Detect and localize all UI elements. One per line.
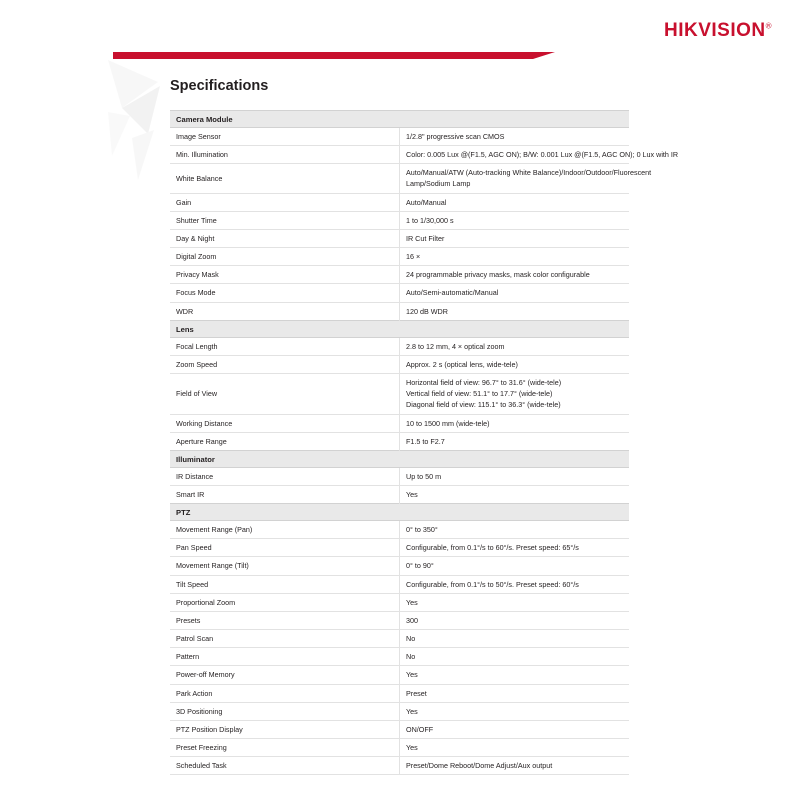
hikvision-logo	[664, 20, 772, 42]
spec-value-line: Auto/Manual	[406, 197, 447, 207]
spec-value-line: 24 programmable privacy masks, mask color configurable	[406, 270, 590, 280]
spec-key: Gain	[170, 193, 400, 211]
spec-value	[400, 374, 630, 414]
table-row	[170, 521, 629, 539]
spec-value-line: Yes	[406, 489, 418, 499]
spec-value	[400, 648, 630, 666]
spec-key: Movement Range (Tilt)	[170, 557, 400, 575]
table-row	[170, 485, 629, 503]
spec-value	[400, 302, 630, 320]
spec-key: Day & Night	[170, 229, 400, 247]
spec-value	[400, 611, 630, 629]
spec-key: Preset Freezing	[170, 739, 400, 757]
spec-key: White Balance	[170, 164, 400, 193]
spec-value-line: Configurable, from 0.1°/s to 60°/s. Preset speed: 65°/s	[406, 543, 579, 553]
registered-mark: ®	[765, 21, 772, 31]
spec-key: Aperture Range	[170, 432, 400, 450]
spec-key: Privacy Mask	[170, 266, 400, 284]
table-row	[170, 611, 629, 629]
table-row	[170, 211, 629, 229]
table-row	[170, 630, 629, 648]
spec-value-line: No	[406, 652, 416, 662]
table-row	[170, 467, 629, 485]
spec-key: Image Sensor	[170, 128, 400, 146]
spec-value	[400, 128, 630, 146]
section-title: PTZ	[170, 504, 629, 521]
spec-value	[400, 485, 630, 503]
spec-value-line: Lamp/Sodium Lamp	[406, 179, 471, 189]
spec-key: Digital Zoom	[170, 248, 400, 266]
table-row	[170, 337, 629, 355]
spec-value-line: Up to 50 m	[406, 471, 442, 481]
table-row	[170, 414, 629, 432]
spec-key: Park Action	[170, 684, 400, 702]
section-header-row	[170, 450, 629, 467]
table-row	[170, 164, 629, 193]
section-title: Illuminator	[170, 450, 629, 467]
spec-key: Power-off Memory	[170, 666, 400, 684]
brand-text: HIKVISION	[663, 20, 766, 41]
spec-key: Focal Length	[170, 337, 400, 355]
spec-value	[400, 432, 630, 450]
table-row	[170, 557, 629, 575]
spec-value-line: Yes	[406, 743, 418, 752]
spec-value-line: No	[406, 634, 416, 644]
spec-value-line: IR Cut Filter	[406, 233, 445, 243]
spec-key: Movement Range (Pan)	[170, 521, 400, 539]
section-title: Camera Module	[170, 111, 629, 128]
spec-key: Proportional Zoom	[170, 593, 400, 611]
spec-value-line: 16 ×	[406, 252, 421, 262]
spec-value	[400, 757, 630, 775]
spec-value	[400, 229, 630, 247]
table-row	[170, 702, 629, 720]
spec-value-line: Approx. 2 s (optical lens, wide-tele)	[406, 359, 518, 369]
spec-key: PTZ Position Display	[170, 720, 400, 738]
spec-value-line: Configurable, from 0.1°/s to 50°/s. Preset speed: 60°/s	[406, 579, 579, 589]
header-red-bar-taper	[533, 52, 555, 59]
spec-value	[400, 593, 630, 611]
table-row	[170, 666, 629, 684]
spec-value-line: Auto/Semi-automatic/Manual	[406, 288, 499, 298]
table-row	[170, 248, 629, 266]
spec-value-line: Preset	[406, 688, 427, 698]
spec-key: Field of View	[170, 374, 400, 414]
table-row	[170, 757, 629, 775]
spec-value-line: F1.5 to F2.7	[406, 436, 445, 446]
specifications-table	[170, 110, 679, 775]
spec-key: Zoom Speed	[170, 355, 400, 373]
spec-value	[400, 539, 630, 557]
spec-key: Min. Illumination	[170, 146, 400, 164]
section-header-row	[170, 111, 629, 128]
spec-value-line: Horizontal field of view: 96.7° to 31.6° (wide-tele)	[406, 378, 562, 388]
spec-key: Pan Speed	[170, 539, 400, 557]
table-row	[170, 739, 629, 757]
spec-value-line: Yes	[406, 670, 418, 680]
spec-value-line: ON/OFF	[406, 724, 434, 734]
table-row	[170, 355, 629, 373]
table-row	[170, 302, 629, 320]
table-row	[170, 593, 629, 611]
spec-key: Shutter Time	[170, 211, 400, 229]
spec-value-line: Yes	[406, 706, 418, 716]
spec-key: Tilt Speed	[170, 575, 400, 593]
table-row	[170, 146, 629, 164]
spec-key: Presets	[170, 611, 400, 629]
spec-value-line: 2.8 to 12 mm, 4 × optical zoom	[406, 341, 505, 351]
spec-value-line: Preset/Dome Reboot/Dome Adjust/Aux output	[406, 761, 553, 771]
spec-value	[400, 739, 630, 757]
spec-value	[400, 684, 630, 702]
header-red-bar	[113, 52, 533, 59]
table-row	[170, 648, 629, 666]
spec-key: Smart IR	[170, 485, 400, 503]
spec-key: Working Distance	[170, 414, 400, 432]
table-row	[170, 266, 629, 284]
spec-value-line: Yes	[406, 597, 418, 607]
table-row	[170, 539, 629, 557]
spec-key: Focus Mode	[170, 284, 400, 302]
spec-key: 3D Positioning	[170, 702, 400, 720]
table-row	[170, 193, 629, 211]
spec-value	[400, 575, 630, 593]
spec-value-line: 300	[406, 615, 418, 625]
table-row	[170, 432, 629, 450]
spec-value	[400, 521, 630, 539]
table-row	[170, 284, 629, 302]
spec-value	[400, 666, 630, 684]
spec-value	[400, 414, 630, 432]
spec-value-line: 10 to 1500 mm (wide-tele)	[406, 418, 490, 428]
page-title: Specifications	[170, 78, 269, 94]
spec-value	[400, 720, 630, 738]
spec-value	[400, 248, 630, 266]
spec-value	[400, 337, 630, 355]
table-row	[170, 229, 629, 247]
spec-value-line: 1/2.8" progressive scan CMOS	[406, 132, 505, 141]
spec-key: Patrol Scan	[170, 630, 400, 648]
table-row	[170, 720, 629, 738]
spec-value	[400, 355, 630, 373]
section-header-row	[170, 504, 629, 521]
spec-value-line: Color: 0.005 Lux @(F1.5, AGC ON); B/W: 0.001 Lux @(F1.5, AGC ON); 0 Lux with IR	[406, 150, 679, 160]
table-row	[170, 128, 629, 146]
spec-value	[400, 702, 630, 720]
spec-value-line: 120 dB WDR	[406, 306, 448, 316]
spec-key: WDR	[170, 302, 400, 320]
spec-value	[400, 284, 630, 302]
spec-value	[400, 266, 630, 284]
spec-value	[400, 211, 630, 229]
spec-value-line: Vertical field of view: 51.1° to 17.7° (wide-tele)	[406, 389, 553, 399]
spec-value-line: 1 to 1/30,000 s	[406, 215, 454, 225]
spec-value	[400, 193, 630, 211]
table-row	[170, 374, 629, 414]
spec-value	[400, 467, 630, 485]
spec-value-line: 0° to 350°	[406, 525, 438, 535]
spec-value	[400, 557, 630, 575]
spec-value-line: Diagonal field of view: 115.1° to 36.3° (wide-tele)	[406, 400, 561, 410]
spec-key: IR Distance	[170, 467, 400, 485]
table-row	[170, 575, 629, 593]
spec-value-line: 0° to 90°	[406, 561, 434, 571]
spec-value	[400, 630, 630, 648]
spec-key: Scheduled Task	[170, 757, 400, 775]
spec-key: Pattern	[170, 648, 400, 666]
spec-value	[400, 146, 679, 164]
section-title: Lens	[170, 320, 629, 337]
section-header-row	[170, 320, 629, 337]
table-row	[170, 684, 629, 702]
spec-value	[400, 164, 652, 193]
decorative-polygons	[108, 60, 178, 190]
spec-table	[170, 110, 679, 775]
spec-value-line: Auto/Manual/ATW (Auto-tracking White Balance)/Indoor/Outdoor/Fluorescent	[406, 168, 652, 178]
